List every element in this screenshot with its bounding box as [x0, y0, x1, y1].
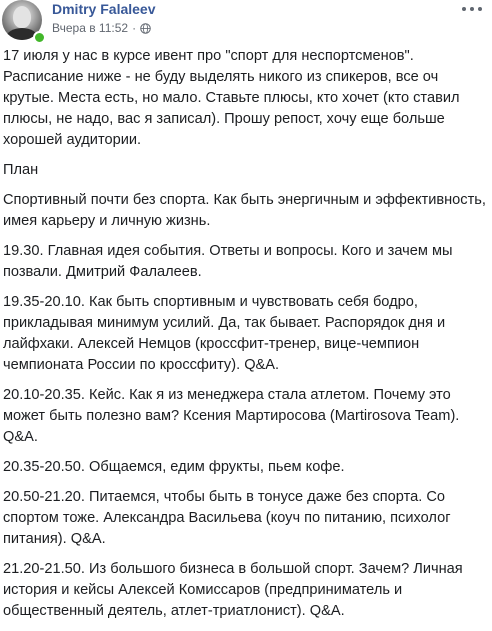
post-paragraph-plan-heading: План [3, 162, 39, 178]
post-options-button[interactable] [462, 2, 482, 16]
options-dot [470, 7, 474, 11]
post-timestamp-link[interactable]: Вчера в 11:52 [52, 21, 129, 35]
post-paragraph-schedule-item: 19.35-20.10. Как быть спортивным и чувствовать себя бодро, прикладывая минимум усилий. Да, так бывает. Распорядок дня и лайфхаки. Алексей Немцов (кроссфит-тренер, вице-чемпион чемпионата России по кроссфиту). Q&A. [3, 294, 446, 373]
post-meta [52, 21, 151, 35]
post-paragraph-schedule-item: 21.20-21.50. Из большого бизнеса в большой спорт. Зачем? Личная история и кейсы Алексей Комиссаров (предприниматель и общественный деятель, атлет-триатлонист). Q&A. [3, 561, 463, 619]
avatar-face [13, 6, 31, 28]
options-dot [462, 7, 466, 11]
options-dot [478, 7, 482, 11]
post-paragraph-schedule-item: 20.35-20.50. Общаемся, едим фрукты, пьем кофе. [3, 459, 345, 475]
post-paragraph-intro: 17 июля у нас в курсе ивент про "спорт для неспортсменов". Расписание ниже - не буду выделять никого из спикеров, все оч крутые. Места есть, но мало. Ставьте плюсы, кто хочет (кто ставил плюсы, не надо, вас я записал). Прошу репост, хочу еще больше хорошей аудитории. [3, 48, 460, 148]
post-paragraph-topic: Спортивный почти без спорта. Как быть энергичным и эффективность, имея карьеру и личную жизнь. [3, 192, 486, 229]
post-header [0, 0, 492, 44]
globe-icon[interactable] [140, 23, 151, 34]
author-name-link[interactable]: Dmitry Falaleev [52, 1, 156, 17]
post-body [3, 46, 487, 631]
meta-separator: · [132, 21, 137, 35]
post-paragraph-schedule-item: 20.50-21.20. Питаемся, чтобы быть в тонусе даже без спорта. Со спортом тоже. Александра Васильева (коуч по питанию, психолог питания). Q&A. [3, 489, 451, 547]
post-paragraph-schedule-item: 20.10-20.35. Кейс. Как я из менеджера стала атлетом. Почему это может быть полезно вам? Ксения Мартиросова (Martirosova Team). Q&A. [3, 387, 460, 445]
online-status-indicator [33, 31, 46, 44]
post-paragraph-schedule-item: 19.30. Главная идея события. Ответы и вопросы. Кого и зачем мы позвали. Дмитрий Фалалеев. [3, 243, 453, 280]
